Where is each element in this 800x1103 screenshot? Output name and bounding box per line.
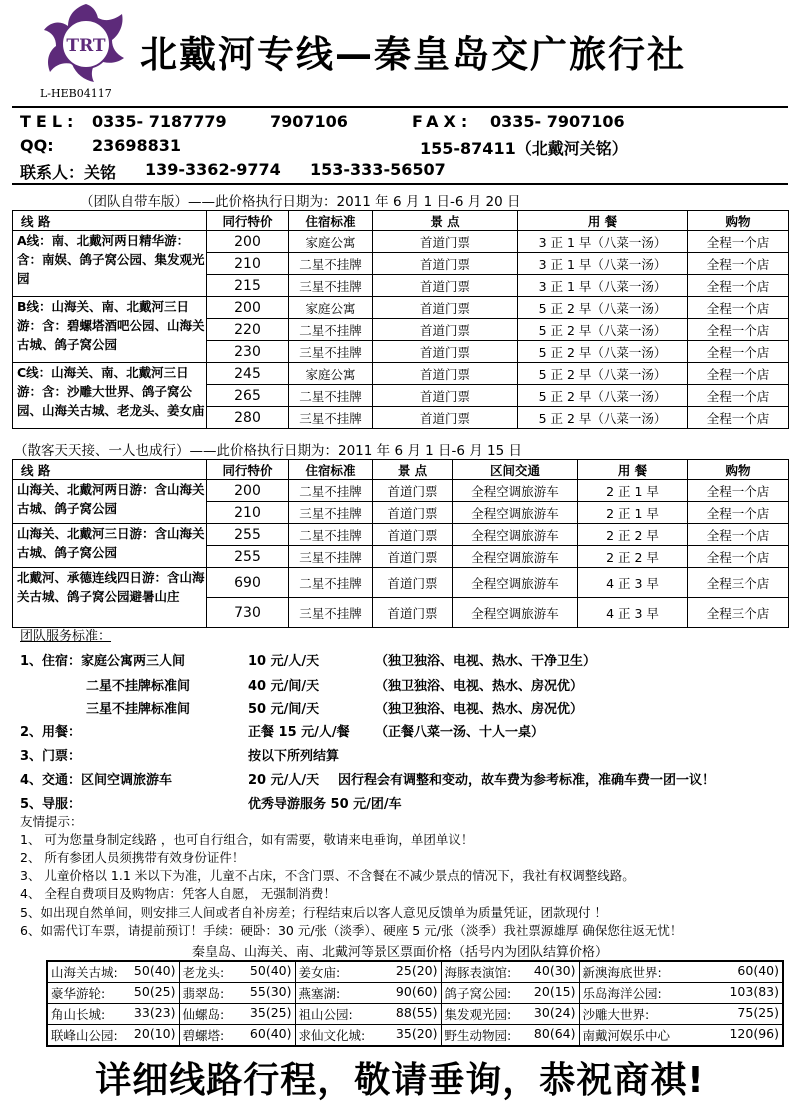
company-logo (38, 0, 134, 86)
table-row (13, 568, 789, 598)
transport-cell: 全程空调旅游车 (453, 546, 578, 568)
qq-phone: 155-87411（北戴河关铭） (420, 139, 628, 158)
license-code: L-HEB04117 (40, 87, 112, 100)
ticket-price: 30(24) (533, 1005, 576, 1020)
col-header-shop: 购物 (688, 211, 789, 231)
service-label: 2、用餐： (20, 725, 82, 740)
sight-cell: 首道门票 (373, 363, 518, 385)
contact-person: 联系人：关铭 (20, 163, 117, 182)
ticket-name: 老龙头: (182, 965, 225, 980)
shop-cell: 全程三个店 (688, 598, 789, 628)
ticket-price: 40(30) (533, 963, 576, 978)
tel-number-2: 7907106 (270, 112, 348, 131)
lodging-cell: 三星不挂牌 (289, 546, 373, 568)
table-row (47, 961, 783, 983)
lodging-cell: 二星不挂牌 (289, 524, 373, 546)
price-cell: 200 (207, 297, 289, 319)
tip-item: 1、 可为您量身制定线路 ，也可自行组合，如有需要，敬请来电垂询，单团单议！ (20, 832, 474, 847)
ticket-cell (295, 961, 441, 983)
logo-text: TRT (66, 36, 106, 56)
lodging-cell: 二星不挂牌 (289, 319, 373, 341)
ticket-name: 燕塞湖: (298, 986, 341, 1001)
transport-cell: 全程空调旅游车 (453, 568, 578, 598)
price-cell: 220 (207, 319, 289, 341)
mobile-1: 139-3362-9774 (145, 160, 281, 179)
service-label: 3、门票： (20, 749, 82, 764)
col-header-lodging: 住宿标准 (289, 211, 373, 231)
ticket-name: 求仙文化城: (298, 1028, 366, 1043)
lodging-cell: 二星不挂牌 (289, 480, 373, 502)
tip-item: 4、 全程自费项目及购物店：凭客人自愿， 无强制消费！ (20, 886, 336, 901)
price-cell: 200 (207, 231, 289, 253)
sight-cell: 首道门票 (373, 480, 453, 502)
meal-cell: 3 正 1 早（八菜一汤） (518, 253, 688, 275)
table-row (13, 363, 789, 385)
lodging-cell: 三星不挂牌 (289, 341, 373, 363)
col-header-route: 线 路 (13, 211, 207, 231)
ticket-name: 野生动物园: (444, 1028, 512, 1043)
sight-cell: 首道门票 (373, 568, 453, 598)
ticket-cell (47, 983, 179, 1004)
ticket-price: 80(64) (533, 1026, 576, 1041)
ticket-cell (441, 961, 579, 983)
shop-cell: 全程一个店 (688, 319, 789, 341)
ticket-name: 角山长城: (51, 1007, 106, 1022)
col-header-shop: 购物 (688, 460, 789, 480)
ticket-price: 35(25) (249, 1005, 292, 1020)
sight-cell: 首道门票 (373, 231, 518, 253)
footer-slogan: 详细线路行程，敬请垂询，恭祝商祺! (95, 1060, 705, 1101)
shop-cell: 全程一个店 (688, 502, 789, 524)
ticket-cell (179, 961, 295, 983)
price-cell: 200 (207, 480, 289, 502)
route-name-2: 山海关、北戴河三日游：含山海关古城、鸽子窝公园 (13, 524, 207, 568)
ticket-cell (179, 1004, 295, 1025)
ticket-cell (441, 1004, 579, 1025)
ticket-cell (441, 983, 579, 1004)
lodging-cell: 二星不挂牌 (289, 568, 373, 598)
sight-cell: 首道门票 (373, 546, 453, 568)
ticket-cell (47, 961, 179, 983)
ticket-name: 仙螺岛: (182, 1007, 225, 1022)
route-name-a: A线：南、北戴河两日精华游：含：南娱、鸽子窝公园、集发观光园 (13, 231, 207, 297)
transport-cell: 全程空调旅游车 (453, 524, 578, 546)
service-detail: （正餐八菜一汤、十人一桌） (375, 725, 545, 740)
tips-title: 友情提示： (20, 814, 83, 829)
table-row (47, 1025, 783, 1047)
table-row (13, 480, 789, 502)
service-detail: （独卫独浴、电视、热水、房况优） (375, 702, 584, 717)
ticket-price: 33(23) (133, 1005, 176, 1020)
tip-item: 6、如需代订车票，请提前预订！手续：硬卧：30 元/张（淡季）、硬座 5 元/张（淡季）我社票源雄厚 确保您往返无忧！ (20, 923, 683, 938)
ticket-price: 103(83) (729, 984, 779, 999)
col-header-sight: 景 点 (373, 460, 453, 480)
group-price-note: （团队自带车版）——此价格执行日期为：2011 年 6 月 1 日-6 月 20 日 (80, 194, 521, 210)
col-header-route: 线 路 (13, 460, 207, 480)
shop-cell: 全程三个店 (688, 568, 789, 598)
ticket-price: 20(10) (133, 1026, 176, 1041)
shop-cell: 全程一个店 (688, 480, 789, 502)
price-cell: 730 (207, 598, 289, 628)
sight-cell: 首道门票 (373, 275, 518, 297)
shop-cell: 全程一个店 (688, 385, 789, 407)
service-price: 10 元/人/天 (248, 654, 320, 669)
tip-item: 5、如出现自然单间，则安排三人间或者自补房差；行程结束后以客人意见反馈单为质量凭证，团款现付 ！ (20, 905, 607, 920)
meal-cell: 2 正 2 早 (578, 524, 688, 546)
meal-cell: 5 正 2 早（八菜一汤） (518, 341, 688, 363)
shop-cell: 全程一个店 (688, 231, 789, 253)
route-name-b: B线：山海关、南、北戴河三日游：含：碧螺塔酒吧公园、山海关古城、鸽子窝公园 (13, 297, 207, 363)
lodging-cell: 三星不挂牌 (289, 598, 373, 628)
ticket-price: 90(60) (395, 984, 438, 999)
lodging-cell: 二星不挂牌 (289, 253, 373, 275)
price-cell: 210 (207, 253, 289, 275)
ticket-price: 50(40) (249, 963, 292, 978)
price-cell: 210 (207, 502, 289, 524)
ticket-cell (47, 1025, 179, 1047)
ticket-name: 集发观光园: (444, 1007, 512, 1022)
tip-item: 3、 儿童价格以 1.1 米以下为准，儿童不占床，不含门票、不含餐在不减少景点的情况下，我社有权调整线路。 (20, 868, 635, 883)
price-cell: 255 (207, 524, 289, 546)
ticket-cell (579, 983, 783, 1004)
shop-cell: 全程一个店 (688, 363, 789, 385)
sight-cell: 首道门票 (373, 341, 518, 363)
lodging-cell: 家庭公寓 (289, 231, 373, 253)
individual-price-note: （散客天天接、一人也成行）——此价格执行日期为：2011 年 6 月 1 日-6 月 15 日 (14, 443, 523, 459)
service-label: 1、住宿：家庭公寓两三人间 (20, 654, 186, 669)
ticket-name: 海豚表演馆: (444, 965, 512, 980)
service-price: 40 元/间/天 (248, 679, 320, 694)
ticket-cell (179, 983, 295, 1004)
table-header-row (13, 211, 789, 231)
service-price: 按以下所列结算 (248, 749, 340, 764)
meal-cell: 2 正 2 早 (578, 546, 688, 568)
price-cell: 280 (207, 407, 289, 429)
mobile-2: 153-333-56507 (310, 160, 446, 179)
price-cell: 215 (207, 275, 289, 297)
qq-label: QQ: (20, 136, 54, 155)
ticket-name: 南戴河娱乐中心 (582, 1028, 671, 1043)
ticket-name: 联峰山公园: (51, 1028, 118, 1043)
price-cell: 230 (207, 341, 289, 363)
table-row (13, 524, 789, 546)
ticket-name: 姜女庙: (298, 965, 341, 980)
col-header-meal: 用 餐 (518, 211, 688, 231)
shop-cell: 全程一个店 (688, 253, 789, 275)
service-price: 优秀导游服务 50 元/团/车 (248, 797, 402, 812)
ticket-price: 50(40) (133, 963, 176, 978)
ticket-name: 沙雕大世界: (582, 1007, 650, 1022)
shop-cell: 全程一个店 (688, 546, 789, 568)
lodging-cell: 家庭公寓 (289, 363, 373, 385)
ticket-cell (295, 983, 441, 1004)
sight-cell: 首道门票 (373, 598, 453, 628)
meal-cell: 5 正 2 早（八菜一汤） (518, 319, 688, 341)
meal-cell: 3 正 1 早（八菜一汤） (518, 275, 688, 297)
ticket-cell (579, 961, 783, 983)
ticket-price: 88(55) (395, 1005, 438, 1020)
ticket-price: 50(25) (133, 984, 176, 999)
service-label: 5、导服： (20, 797, 82, 812)
ticket-price: 60(40) (249, 1026, 292, 1041)
service-detail: 因行程会有调整和变动，故车费为参考标准，准确车费一团一议！ (338, 773, 716, 788)
page-title: 北戴河专线—秦皇岛交广旅行社 (140, 33, 686, 76)
route-name-1: 山海关、北戴河两日游：含山海关古城、鸽子窝公园 (13, 480, 207, 524)
lodging-cell: 家庭公寓 (289, 297, 373, 319)
ticket-name: 乐岛海洋公园: (582, 986, 662, 1001)
service-detail: （独卫独浴、电视、热水、干净卫生） (375, 654, 597, 669)
sight-cell: 首道门票 (373, 524, 453, 546)
table-row (13, 297, 789, 319)
ticket-cell (295, 1004, 441, 1025)
tel-number-1: 0335- 7187779 (92, 112, 227, 131)
transport-cell: 全程空调旅游车 (453, 480, 578, 502)
service-label: 4、交通：区间空调旅游车 (20, 773, 173, 788)
ticket-name: 豪华游轮: (51, 986, 106, 1001)
meal-cell: 4 正 3 早 (578, 568, 688, 598)
ticket-price: 75(25) (737, 1005, 779, 1020)
shop-cell: 全程一个店 (688, 407, 789, 429)
header-divider-bottom (12, 183, 788, 185)
ticket-name: 鸽子窝公园: (444, 986, 512, 1001)
table-row (47, 1004, 783, 1025)
sight-cell: 首道门票 (373, 319, 518, 341)
meal-cell: 2 正 1 早 (578, 480, 688, 502)
ticket-price-table (46, 960, 784, 1047)
service-price: 50 元/间/天 (248, 702, 320, 717)
ticket-price: 60(40) (737, 963, 779, 978)
ticket-name: 碧螺塔: (182, 1028, 225, 1043)
ticket-price: 55(30) (249, 984, 292, 999)
sight-cell: 首道门票 (373, 253, 518, 275)
ticket-price: 20(15) (533, 984, 576, 999)
sight-cell: 首道门票 (373, 502, 453, 524)
col-header-price: 同行特价 (207, 211, 289, 231)
ticket-cell (579, 1004, 783, 1025)
shop-cell: 全程一个店 (688, 341, 789, 363)
ticket-name: 翡翠岛: (182, 986, 225, 1001)
ticket-cell (47, 1004, 179, 1025)
table-row (47, 983, 783, 1004)
shop-cell: 全程一个店 (688, 524, 789, 546)
col-header-lodging: 住宿标准 (289, 460, 373, 480)
meal-cell: 5 正 2 早（八菜一汤） (518, 363, 688, 385)
table-row (13, 231, 789, 253)
ticket-name: 新澳海底世界: (582, 965, 662, 980)
service-price: 正餐 15 元/人/餐 (248, 725, 350, 740)
col-header-price: 同行特价 (207, 460, 289, 480)
tip-item: 2、 所有参团人员须携带有效身份证件！ (20, 850, 245, 865)
lodging-cell: 三星不挂牌 (289, 407, 373, 429)
individual-price-table (12, 459, 789, 628)
sight-cell: 首道门票 (373, 407, 518, 429)
meal-cell: 4 正 3 早 (578, 598, 688, 628)
ticket-cell (441, 1025, 579, 1047)
qq-number: 23698831 (92, 136, 182, 155)
lodging-cell: 三星不挂牌 (289, 502, 373, 524)
price-cell: 690 (207, 568, 289, 598)
price-cell: 265 (207, 385, 289, 407)
price-cell: 245 (207, 363, 289, 385)
route-name-c: C线：山海关、南、北戴河三日游：含：沙雕大世界、鸽子窝公园、山海关古城、老龙头、姜女庙 (13, 363, 207, 429)
ticket-cell (579, 1025, 783, 1047)
ticket-price: 25(20) (395, 963, 438, 978)
ticket-cell (179, 1025, 295, 1047)
service-price: 20 元/人/天 (248, 773, 320, 788)
service-standards-title: 团队服务标准： (20, 629, 112, 644)
fax-number: 0335- 7907106 (490, 112, 625, 131)
meal-cell: 5 正 2 早（八菜一汤） (518, 297, 688, 319)
group-price-table (12, 210, 789, 429)
lodging-cell: 三星不挂牌 (289, 275, 373, 297)
header-divider-top (12, 106, 788, 108)
table-header-row (13, 460, 789, 480)
meal-cell: 5 正 2 早（八菜一汤） (518, 385, 688, 407)
ticket-prices-title: 秦皇岛、山海关、南、北戴河等景区票面价格（括号内为团队结算价格） (191, 945, 608, 960)
transport-cell: 全程空调旅游车 (453, 598, 578, 628)
service-label: 三星不挂牌标准间 (86, 702, 191, 717)
sight-cell: 首道门票 (373, 297, 518, 319)
col-header-meal: 用 餐 (578, 460, 688, 480)
ticket-name: 祖山公园: (298, 1007, 353, 1022)
ticket-price: 120(96) (729, 1026, 779, 1041)
col-header-sight: 景 点 (373, 211, 518, 231)
service-detail: （独卫独浴、电视、热水、房况优） (375, 679, 584, 694)
ticket-cell (295, 1025, 441, 1047)
sight-cell: 首道门票 (373, 385, 518, 407)
col-header-transport: 区间交通 (453, 460, 578, 480)
service-label: 二星不挂牌标准间 (86, 679, 191, 694)
ticket-price: 35(20) (395, 1026, 438, 1041)
meal-cell: 5 正 2 早（八菜一汤） (518, 407, 688, 429)
route-name-3: 北戴河、承德连线四日游：含山海关古城、鸽子窝公园避暑山庄 (13, 568, 207, 628)
ticket-name: 山海关古城: (51, 965, 118, 980)
shop-cell: 全程一个店 (688, 275, 789, 297)
meal-cell: 3 正 1 早（八菜一汤） (518, 231, 688, 253)
tel-label: TEL: (20, 112, 79, 131)
transport-cell: 全程空调旅游车 (453, 502, 578, 524)
fax-label: FAX: (412, 112, 473, 131)
lodging-cell: 二星不挂牌 (289, 385, 373, 407)
meal-cell: 2 正 1 早 (578, 502, 688, 524)
shop-cell: 全程一个店 (688, 297, 789, 319)
price-cell: 255 (207, 546, 289, 568)
